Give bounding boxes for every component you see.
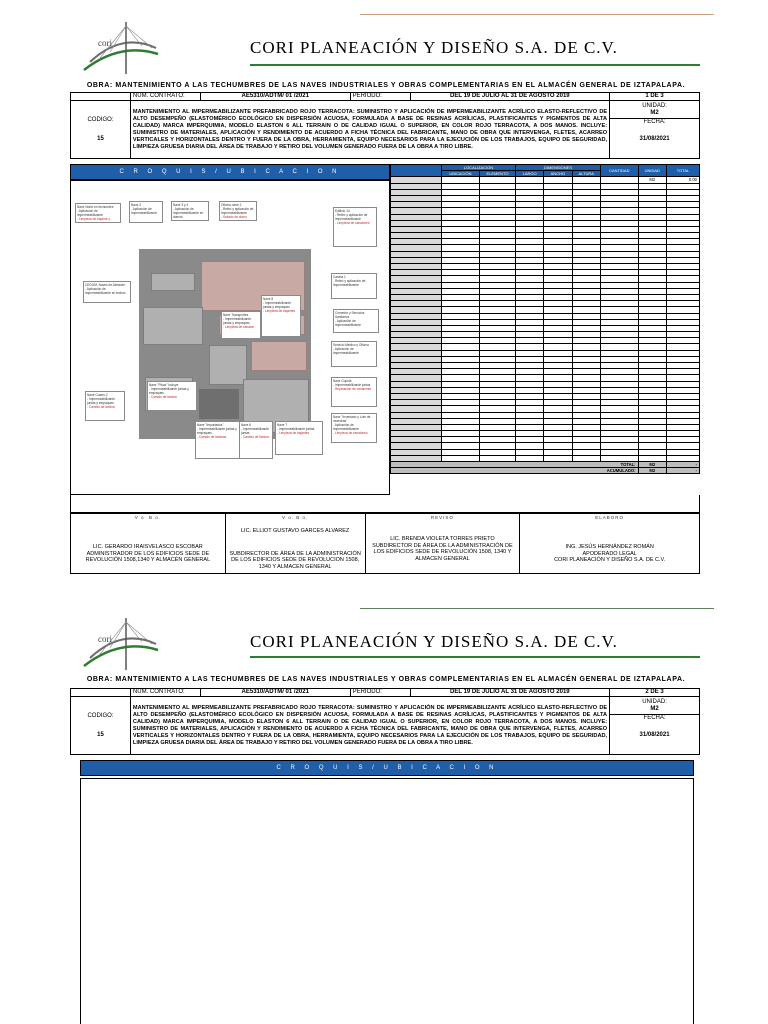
obra-title: OBRA: MANTENIMIENTO A LAS TECHUMBRES DE LAS NAVES INDUSTRIALES Y OBRAS COMPLEMENTARIAS EN EL ALMACÉN GENERAL DE IZTAPALAPA. <box>86 676 686 683</box>
callout-body: - Impermeabilizante juntas y empaques <box>87 397 115 405</box>
dimensiones-header: DIMENSIONES <box>516 165 601 171</box>
callout-note: - Limpieza de bajantes <box>263 309 296 313</box>
sketch-callout <box>83 281 131 303</box>
signature-table <box>70 513 700 574</box>
top-rule <box>360 608 714 609</box>
callout-title: Caseta 1 <box>333 275 346 279</box>
item-description: MANTENIMIENTO AL IMPERMEABILIZANTE PREFABRICADO ROJO TERRACOTA: SUMINISTRO Y APLICACIÓN DE IMPERMEABILIZANTE ACRÍLICO ELASTO-REFLECTIVO DE ALTO DESEMPEÑO (ELASTOMÉRICO ECOLÓGICO EN DISPERSIÓN ACUOSA, FORMULADA A BASE DE RESINAS ACRÍLICAS, PLASTIFICANTES Y PIGMENTOS DE ALTA CALIDAD) MARCA IMPERQUIMIA, MODELO ELASTON 6 ALL TERRAIN O DE CALIDAD IGUAL O SUPERIOR, EN COLOR ROJO TERRACOTA, A DOS MANOS. INCLUYE: SUMINISTRO DE MATERIALES, APLICACIÓN Y RENDIMIENTO DE ACUERDO A FICHA TÉCNICA DEL FABRICANTE, MANO DE OBRA QUE INTERVENGA, FLETES, ACARREO VERTICALES Y HORIZONTALES DENTRO Y FUERA DE LA OBRA, HERRAMIENTA, EQUIPO NECESARIOS PARA LA EJECUCIÓN DE LOS TRABAJOS, EQUIPO DE SEGURIDAD, LIMPIEZA GRUESA DIARIA DEL ÁREA DE TRABAJO Y RETIRO DEL VOLUMEN GENERADO FUERA DE LA OBRA A TIRO LIBRE. <box>130 697 609 755</box>
unidad-label: UNIDAD: <box>642 698 667 705</box>
callout-title: Comedor y Servicios Sanitarios <box>335 311 365 319</box>
periodo-value: DEL 19 DE JULIO AL 31 DE AGOSTO 2019 <box>410 93 610 101</box>
callout-title: Nave 8 <box>263 297 274 301</box>
cori-bridge-logo-icon <box>82 18 160 76</box>
signer-org: CORI PLANEACIÓN Y DISEÑO S.A. DE C.V. <box>554 557 666 563</box>
fecha-value: 31/08/2021 <box>639 136 670 142</box>
codigo-value: 15 <box>97 135 104 142</box>
signer-name: LIC. BRENDA VIOLETA TORRES PRIETO <box>390 536 495 542</box>
total-header: TOTAL <box>666 165 699 177</box>
signer-title: SUBDIRECTOR DE ÁREA DE LA ADMINISTRACIÓN DE LOS EDIFICIOS SEDE DE REVOLUCIÓN 1508, 1340 Y ALMACEN GENERAL <box>372 542 513 562</box>
callout-body: - Aplicación de impermeabilizante <box>333 347 359 355</box>
periodo-label: PERIODO: <box>350 689 410 697</box>
periodo-value: DEL 19 DE JULIO AL 31 DE AGOSTO 2019 <box>410 689 610 697</box>
num-contrato-value: AE5310/ADTM/ 01 /2021 <box>200 689 350 697</box>
altura-header: ALTURA <box>572 171 600 177</box>
green-rule <box>250 656 700 658</box>
signature-block <box>225 514 365 574</box>
fecha-value: 31/08/2021 <box>639 732 670 738</box>
obra-title: OBRA: MANTENIMIENTO A LAS TECHUMBRES DE LAS NAVES INDUSTRIALES Y OBRAS COMPLEMENTARIAS EN EL ALMACÉN GENERAL DE IZTAPALAPA. <box>86 82 686 89</box>
num-contrato-label: NUM. CONTRATO: <box>130 689 200 697</box>
callout-body: - Retiro y aplicación de impermeabilizante <box>335 213 368 221</box>
sketch-callout <box>261 295 301 337</box>
callout-title: Nave "Pisos" Incluye <box>149 383 179 387</box>
callout-title: Nave "Importados" <box>197 423 224 427</box>
signature-role: ELABORO <box>595 515 625 520</box>
top-rule <box>360 14 714 15</box>
callout-body: - Aplicación de impermeabilizante en domos <box>173 207 204 219</box>
sheet-number: 1 DE 3 <box>610 93 700 101</box>
fecha-label: FECHA: <box>643 715 666 721</box>
page-2 <box>0 600 768 1024</box>
unidad-value: M2 <box>650 109 659 116</box>
callout-body: - Impermeabilizante juntas y empaques <box>149 387 189 395</box>
callout-note: - Limpieza de canalón <box>223 325 255 329</box>
signer-name: ING. JESÚS HERNÁNDEZ ROMÁN <box>565 544 654 550</box>
signature-block <box>520 514 700 574</box>
callout-title: Nave "Inventario y Lote de muestras" <box>333 415 371 423</box>
blank-strip <box>70 495 700 513</box>
callout-title: Nave Cúpula <box>333 379 352 383</box>
header-table <box>70 688 700 755</box>
callout-body: - Impermeabilizante juntas y empaques <box>263 301 291 309</box>
unidad-label: UNIDAD: <box>642 102 667 109</box>
signature-block <box>71 514 226 574</box>
callout-title: Nave 6 <box>241 423 252 427</box>
callout-note: - Cambio de láminas <box>197 435 227 439</box>
callout-body: - Aplicación de impermeabilizante <box>333 423 359 431</box>
cori-bridge-logo-icon <box>82 614 160 672</box>
sketch-callout <box>333 309 379 333</box>
callout-note: - Cambio de lámina <box>149 395 177 399</box>
callout-title: Nave Transportes <box>223 313 249 317</box>
sketch-callout <box>171 201 209 221</box>
callout-body: - Retiro y aplicación de impermeabilizante <box>221 207 254 215</box>
callout-title: Nave 7 <box>277 423 288 427</box>
callout-note: - Limpieza de bajantes <box>277 431 310 435</box>
callout-note: - Sellado de domo <box>221 215 247 219</box>
callout-body: - Impermeabilizante juntas <box>241 427 269 435</box>
callout-body: - Impermeabilizante juntas <box>277 427 315 431</box>
signer-title: APODERADO LEGAL <box>582 550 637 557</box>
item-description: MANTENIMIENTO AL IMPERMEABILIZANTE PREFABRICADO ROJO TERRACOTA: SUMINISTRO Y APLICACIÓN DE IMPERMEABILIZANTE ACRÍLICO ELASTO-REFLECTIVO DE ALTO DESEMPEÑO (ELASTOMÉRICO ECOLÓGICO EN DISPERSIÓN ACUOSA, FORMULADA A BASE DE RESINAS ACRÍLICAS, PLASTIFICANTES Y PIGMENTOS DE ALTA CALIDAD) MARCA IMPERQUIMIA, MODELO ELASTON 6 ALL TERRAIN O DE CALIDAD IGUAL O SUPERIOR, EN COLOR ROJO TERRACOTA, A DOS MANOS. INCLUYE: SUMINISTRO DE MATERIALES, APLICACIÓN Y RENDIMIENTO DE ACUERDO A FICHA TÉCNICA DEL FABRICANTE, MANO DE OBRA QUE INTERVENGA, FLETES, ACARREO VERTICALES Y HORIZONTALES DENTRO Y FUERA DE LA OBRA, HERRAMIENTA, EQUIPO NECESARIOS PARA LA EJECUCIÓN DE LOS TRABAJOS, EQUIPO DE SEGURIDAD, LIMPIEZA GRUESA DIARIA DEL ÁREA DE TRABAJO Y RETIRO DEL VOLUMEN GENERADO FUERA DE LA OBRA A TIRO LIBRE. <box>130 101 609 159</box>
sketch-callout <box>239 421 273 459</box>
callout-body: - Aplicación de impermeabilizante <box>335 319 361 327</box>
sketch-callout <box>331 341 377 367</box>
callout-title: Nave 3 y 4 <box>173 203 189 207</box>
callout-note: - Limpieza de canalones <box>333 431 368 435</box>
signature-block <box>365 514 520 574</box>
location-sketch <box>70 180 390 495</box>
company-name: CORI PLANEACIÓN Y DISEÑO S.A. DE C.V. <box>250 632 618 651</box>
croquis-bar: C R O Q U I S / U B I C A C I O N <box>80 760 694 776</box>
callout-title: Oficina nave 2 <box>221 203 242 207</box>
callout-body: - Aplicación de impermeabilizante <box>131 207 157 215</box>
sketch-callout <box>331 413 377 443</box>
sketch-area <box>80 778 694 1024</box>
logo-text: cori <box>98 634 112 644</box>
fecha-label: FECHA: <box>643 119 666 125</box>
ancho-header: ANCHO <box>544 171 572 177</box>
sketch-callout <box>129 201 163 223</box>
sketch-callout <box>333 207 377 247</box>
callout-body: - Aplicación de impermeabilizante <box>77 209 103 217</box>
callout-title: Servicio Médico y Oficina <box>333 343 369 347</box>
callout-body: - Retiro y aplicación de impermeabilizante <box>333 279 366 287</box>
callout-note: - Limpieza de canalones <box>335 221 370 225</box>
sketch-callout <box>275 421 323 455</box>
callout-note: - Cambio de lámina <box>241 435 269 439</box>
table-row: M2 0.00 <box>391 177 700 183</box>
ubicacion-header: UBICACIÓN <box>441 171 479 177</box>
largo-header: LARGO <box>516 171 544 177</box>
signature-role: V o. B o. <box>134 515 161 520</box>
green-rule <box>250 64 700 66</box>
sketch-callout <box>331 377 377 407</box>
callout-body: - Impermeabilizante juntas y empaques <box>197 427 237 435</box>
callout-note: - Limpieza de bajante y drenajes <box>77 217 110 223</box>
callout-body: - Impermeabilizante juntas <box>333 383 371 387</box>
unidad-value: M2 <box>650 705 659 712</box>
sheet-number: 2 DE 3 <box>610 689 700 697</box>
quantities-table <box>390 164 700 474</box>
total-unit: M2 <box>638 462 666 468</box>
total-label: TOTAL: <box>391 462 639 468</box>
callout-title: Nave 2 <box>131 203 142 207</box>
periodo-label: PERIODO: <box>350 93 410 101</box>
callout-title: CEDOM, Naves de Almacén <box>85 283 126 287</box>
sketch-callout <box>331 273 377 299</box>
codigo-label: CODIGO: <box>87 116 114 123</box>
acumulado-label: ACUMULADO: <box>391 468 639 474</box>
logo-text: cori <box>98 38 112 48</box>
codigo-value: 15 <box>97 731 104 738</box>
sketch-callout <box>147 381 197 411</box>
callout-note: - Reparación de canalones <box>333 387 372 391</box>
localizacion-header: LOCALIZACION <box>441 165 515 171</box>
unidad-header: UNIDAD <box>638 165 666 177</box>
callout-title: Nave Cuarto 2 <box>87 393 108 397</box>
callout-note: - Cambio de lámina <box>87 405 115 409</box>
acumulado-unit: M2 <box>638 468 666 474</box>
codigo-label: CODIGO: <box>87 712 114 719</box>
acumulado-value: - <box>666 468 699 474</box>
total-value: - <box>666 462 699 468</box>
sketch-callout <box>219 201 257 221</box>
company-name: CORI PLANEACIÓN Y DISEÑO S.A. DE C.V. <box>250 38 618 57</box>
signer-title: SUBDIRECTOR DE ÁREA DE LA ADMINISTRACIÓN DE LOS EDIFICIOS SEDE DE REVOLUCION 1508, 1340 Y ALMACEN GENERAL <box>229 550 361 570</box>
sketch-callout <box>85 391 125 421</box>
callout-title: Edificio 14 <box>335 209 350 213</box>
num-contrato-label: NUM. CONTRATO: <box>130 93 200 101</box>
croquis-bar: C R O Q U I S / U B I C A C I O N <box>70 164 390 180</box>
elemento-header: ELEMENTO <box>479 171 515 177</box>
callout-body: - Aplicación de impermeabilizante en techos <box>85 287 126 295</box>
sketch-callout <box>195 421 241 459</box>
signer-title: ADMINISTRADOR DE LOS EDIFICIOS SEDE DE REVOLUCIÓN 1508,1340 Y ALMACÉN GENERAL <box>85 550 211 563</box>
sketch-callout <box>75 203 121 223</box>
callout-title: Nave Norte en techumbre <box>77 205 114 209</box>
signer-name: LIC. ELLIOT GUSTAVO GARCES ALVAREZ <box>240 528 350 534</box>
header-table <box>70 92 700 159</box>
cantidad-header: CANTIDAD <box>600 165 638 177</box>
callout-body: - Impermeabilizante juntas y empaques <box>223 317 251 325</box>
signer-name: LIC. GERARDO IRAISVELASCO ESCOBAR <box>93 544 203 550</box>
num-contrato-value: AE5310/ADTM/ 01 /2021 <box>200 93 350 101</box>
signature-role: REVISO <box>430 515 454 520</box>
quantities-body <box>391 177 700 462</box>
sketch-callout <box>221 311 261 339</box>
signature-role: V o. B o. <box>282 515 309 520</box>
